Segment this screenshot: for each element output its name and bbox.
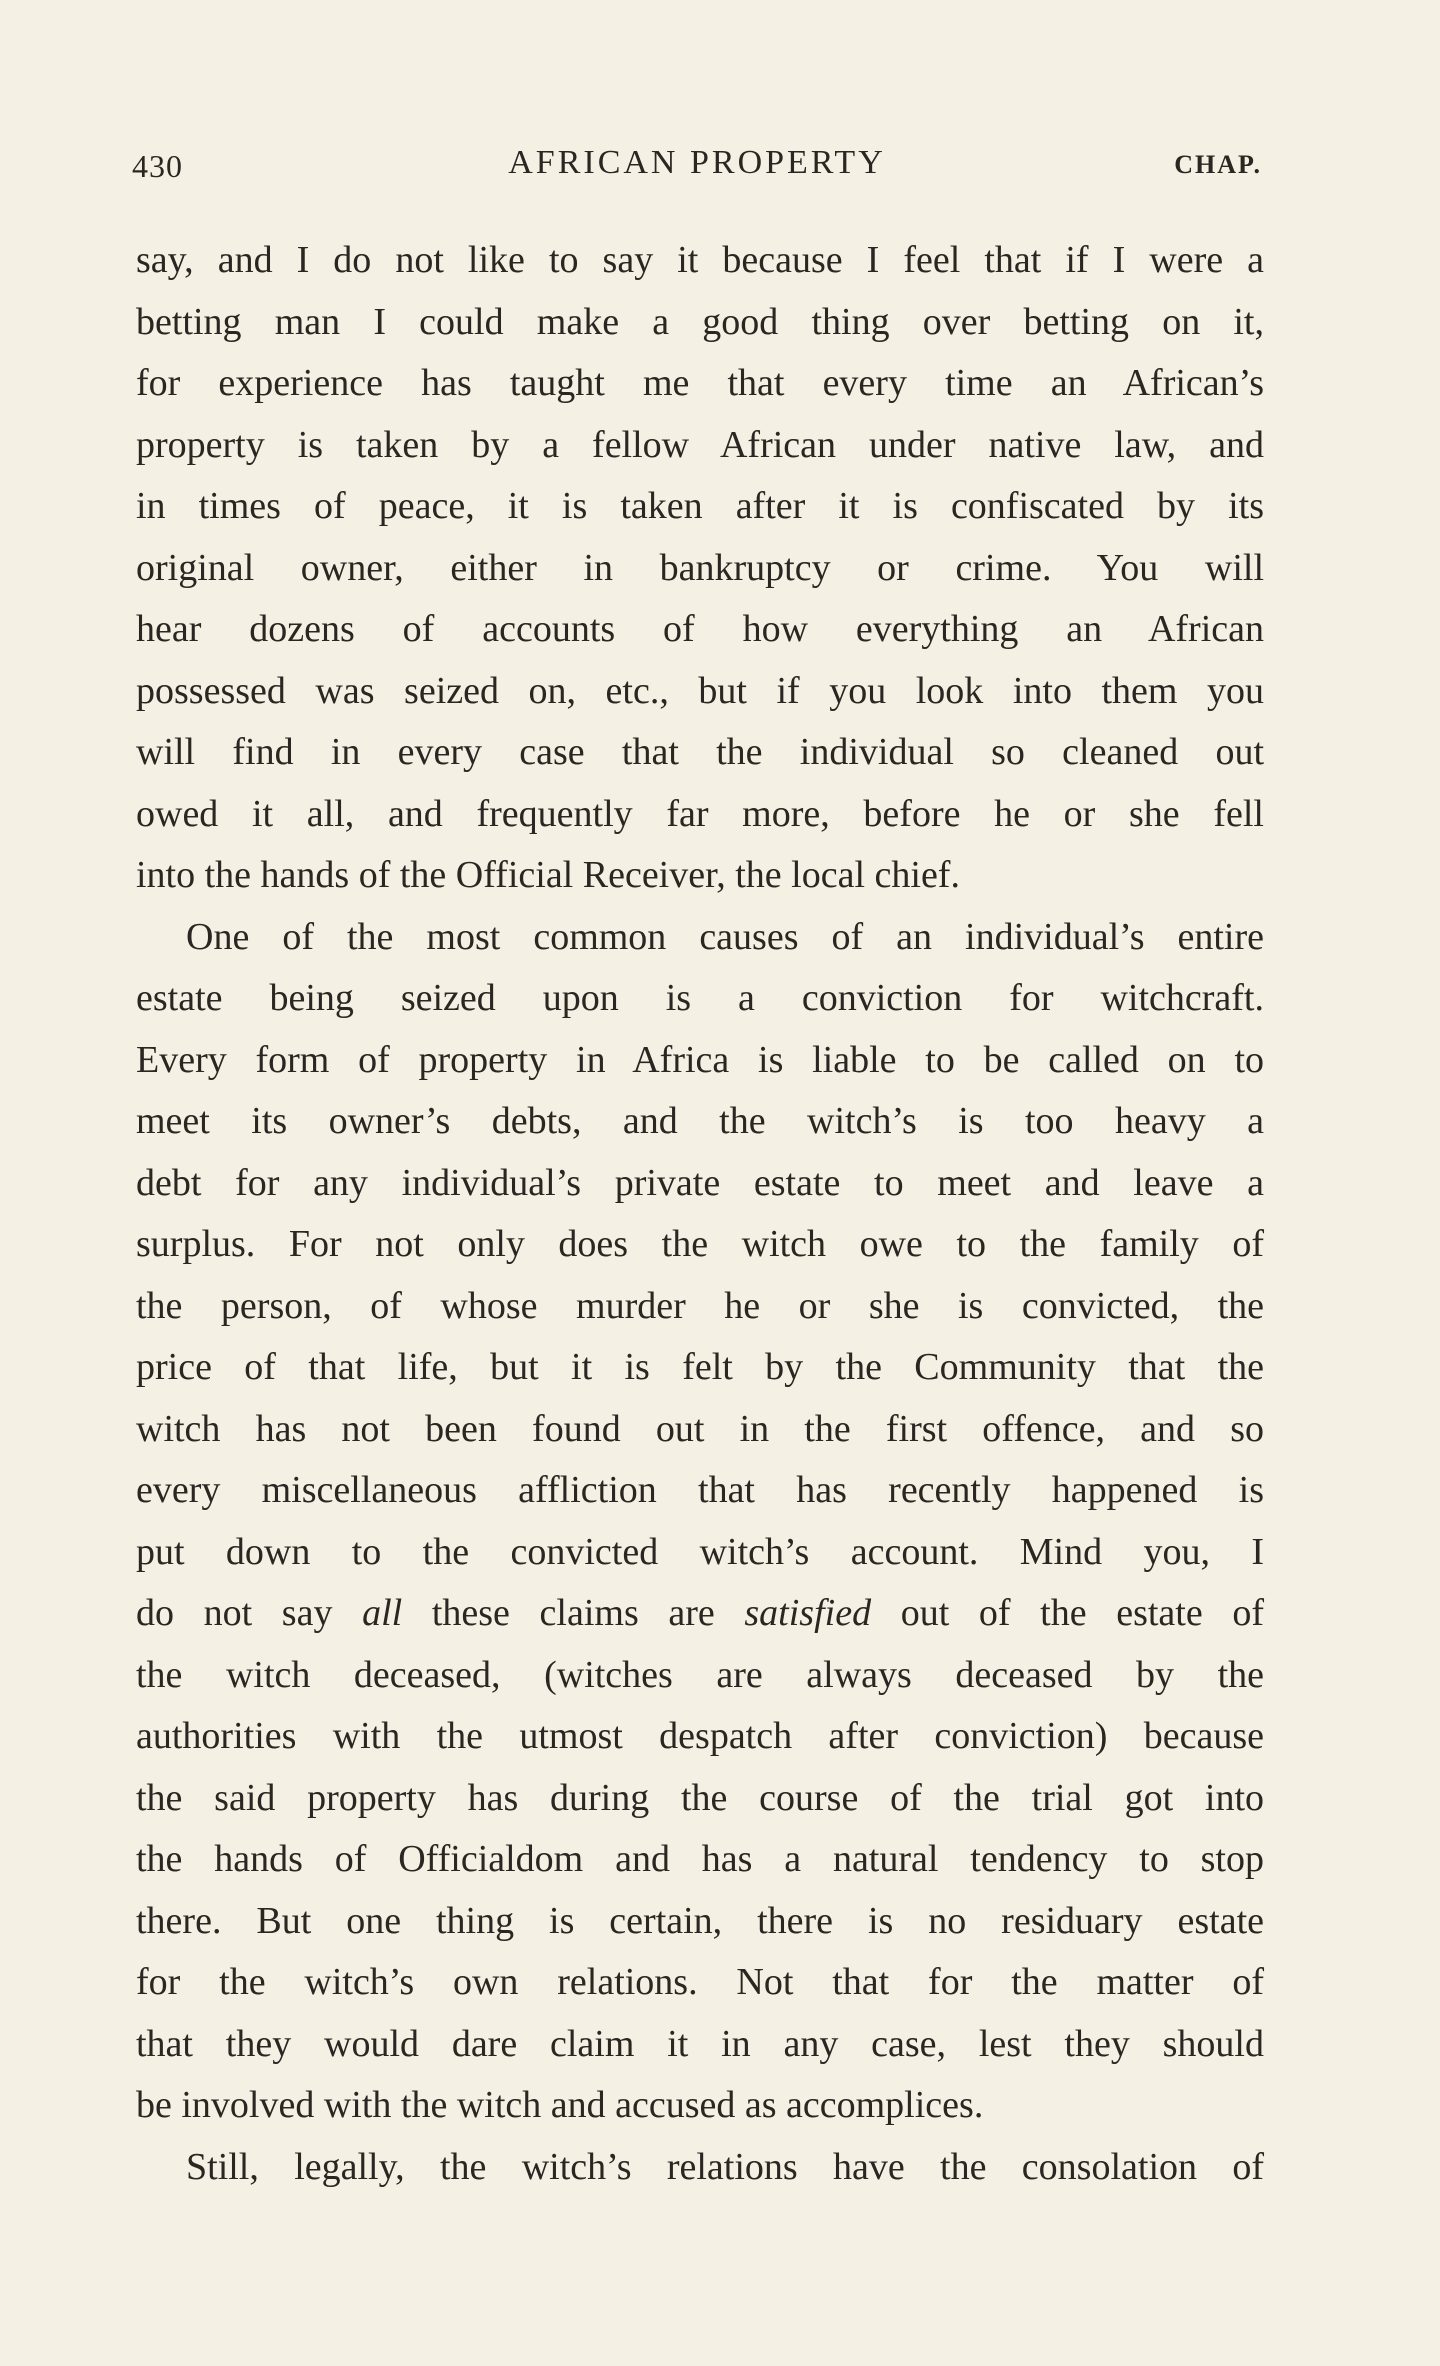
text-line: hear dozens of accounts of how everything an African <box>136 608 1264 650</box>
text-line: that they would dare claim it in any case, lest they should <box>136 2022 1264 2065</box>
text-line: for the witch’s own relations. Not that for the matter of <box>136 1961 1264 2003</box>
text-line: estate being seized upon is a conviction for witchcraft. <box>136 977 1264 1019</box>
text-line: there. But one thing is certain, there is no residuary estate <box>136 1899 1264 1942</box>
text-line: for experience has taught me that every time an African’s <box>136 362 1264 404</box>
text-line: the hands of Officialdom and has a natural tendency to stop <box>136 1838 1264 1880</box>
text-line: One of the most common causes of an individual’s entire <box>186 915 1264 958</box>
text-line: authorities with the utmost despatch after conviction) because <box>136 1715 1264 1757</box>
text-line: meet its owner’s debts, and the witch’s is too heavy a <box>136 1100 1264 1142</box>
text-line: be involved with the witch and accused as accomplices. <box>136 2084 984 2126</box>
running-title: AFRICAN PROPERTY <box>508 144 886 181</box>
text-line: every miscellaneous affliction that has recently happened is <box>136 1469 1264 1511</box>
text-line: debt for any individual’s private estate to meet and leave a <box>136 1161 1264 1204</box>
text-line: owed it all, and frequently far more, before he or she fell <box>136 792 1264 835</box>
text-line: possessed was seized on, etc., but if you look into them you <box>136 669 1264 712</box>
running-header <box>132 140 1262 190</box>
text-line: betting man I could make a good thing over betting on it, <box>136 300 1264 343</box>
text-line: will find in every case that the individual so cleaned out <box>136 731 1264 773</box>
text-line: in times of peace, it is taken after it is confiscated by its <box>136 485 1264 527</box>
chapter-mark: CHAP. <box>1174 150 1262 179</box>
text-line: put down to the convicted witch’s account. Mind you, I <box>136 1530 1264 1573</box>
italic-word: all <box>362 1592 403 1634</box>
text-line: surplus. For not only does the witch owe to the family of <box>136 1223 1264 1265</box>
italic-word: satisfied <box>744 1592 872 1634</box>
text-line: price of that life, but it is felt by the Community that the <box>136 1346 1264 1388</box>
text-line: property is taken by a fellow African under native law, and <box>136 423 1264 466</box>
body-text <box>136 230 1264 2198</box>
text-line: the said property has during the course of the trial got into <box>136 1776 1264 1819</box>
text-line: original owner, either in bankruptcy or crime. You will <box>136 546 1264 589</box>
text-line <box>136 1583 1264 1645</box>
text-line: Every form of property in Africa is liable to be called on to <box>136 1038 1264 1081</box>
text-segment: do not say <box>136 1592 363 1634</box>
text-line: say, and I do not like to say it because I feel that if I were a <box>136 239 1264 281</box>
text-line: witch has not been found out in the first offence, and so <box>136 1407 1264 1450</box>
text-line: into the hands of the Official Receiver, the local chief. <box>136 854 960 896</box>
text-line: the witch deceased, (witches are always deceased by the <box>136 1653 1264 1696</box>
text-line: the person, of whose murder he or she is convicted, the <box>136 1284 1264 1327</box>
text-line: Still, legally, the witch’s relations have the consolation of <box>186 2145 1264 2188</box>
text-segment: these claims are <box>402 1592 745 1634</box>
text-segment: out of the estate of <box>871 1592 1264 1634</box>
page-number: 430 <box>132 148 183 184</box>
